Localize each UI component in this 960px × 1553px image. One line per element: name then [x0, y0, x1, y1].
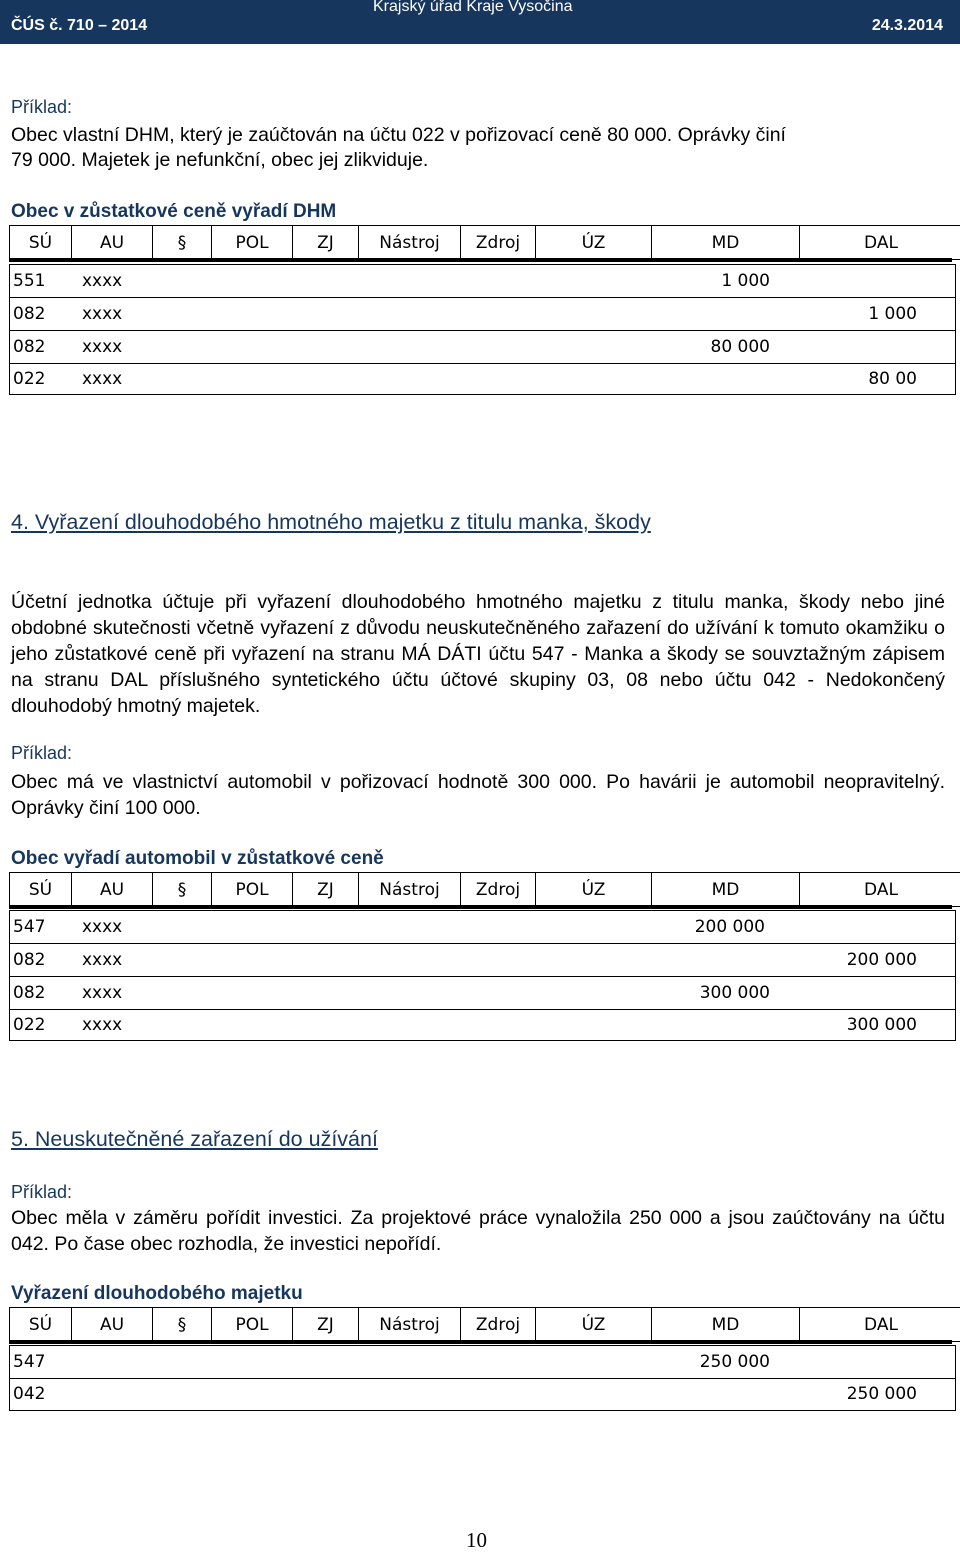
header-divider: [9, 905, 952, 909]
example-label: Příklad:: [11, 1182, 73, 1202]
col-uz: ÚZ: [536, 226, 652, 260]
column-header-table: [9, 1307, 960, 1342]
example-label: Příklad:: [11, 97, 73, 117]
posting-table: [9, 1345, 956, 1411]
col-su: SÚ: [10, 226, 72, 260]
col-uz: ÚZ: [536, 873, 652, 907]
page-number: 10: [466, 1528, 487, 1552]
table-title: Obec v zůstatkové ceně vyřadí DHM: [11, 201, 337, 222]
col-paragraph: §: [153, 226, 212, 260]
col-zj: ZJ: [293, 226, 359, 260]
col-dal: DAL: [800, 226, 960, 260]
col-au: AU: [72, 1308, 153, 1342]
col-zdroj: Zdroj: [461, 873, 536, 907]
table-row: 082 xxxx 80 000: [10, 330, 955, 364]
posting-table: [9, 264, 956, 395]
section-heading: 4. Vyřazení dlouhodobého hmotného majetku z titulu manka, škody: [11, 510, 651, 534]
col-zj: ZJ: [293, 873, 359, 907]
col-md: MD: [652, 1308, 800, 1342]
document-date: 24.3.2014: [871, 17, 943, 34]
col-paragraph: §: [153, 1308, 212, 1342]
example-text: Obec má ve vlastnictví automobil v pořizovací hodnotě 300 000. Po havárii je automobil neopravitelný. Oprávky činí 100 000.: [11, 771, 945, 819]
column-header-table: [9, 225, 960, 260]
col-nastroj: Nástroj: [359, 873, 461, 907]
col-pol: POL: [212, 226, 293, 260]
posting-table: [9, 910, 956, 1041]
table-row: 082 xxxx 300 000: [10, 976, 955, 1010]
col-zdroj: Zdroj: [461, 226, 536, 260]
col-nastroj: Nástroj: [359, 1308, 461, 1342]
col-nastroj: Nástroj: [359, 226, 461, 260]
col-pol: POL: [212, 1308, 293, 1342]
table-row: 547 250 000: [10, 1346, 955, 1379]
example-text-line1: Obec vlastní DHM, který je zaúčtován na účtu 022 v pořizovací ceně 80 000. Oprávky činí: [11, 124, 786, 146]
col-au: AU: [72, 226, 153, 260]
col-md: MD: [652, 226, 800, 260]
table-row: 082 xxxx 200 000: [10, 943, 955, 977]
header-divider: [9, 258, 952, 262]
issuer-name: Krajský úřad Kraje Vysočina: [373, 0, 573, 15]
col-md: MD: [652, 873, 800, 907]
col-uz: ÚZ: [536, 1308, 652, 1342]
table-row: 547 xxxx 200 000: [10, 911, 955, 944]
table-row: 022 xxxx 300 000: [13, 1014, 917, 1035]
header-divider: [9, 1340, 952, 1344]
example-label: Příklad:: [11, 743, 73, 763]
table-row: 042 250 000: [13, 1384, 917, 1404]
example-text: Obec měla v záměru pořídit investici. Za projektové práce vynaložila 250 000 a jsou zaúčtovány na účtu 042. Po čase obec rozhodla, že investici nepořídí.: [11, 1207, 945, 1255]
col-su: SÚ: [10, 873, 72, 907]
col-dal: DAL: [800, 873, 960, 907]
page-header: [0, 0, 960, 44]
example-text-line2: 79 000. Majetek je nefunkční, obec jej zlikviduje.: [11, 149, 429, 171]
col-pol: POL: [212, 873, 293, 907]
table-row: 022 xxxx 80 00: [13, 368, 917, 389]
section-paragraph: Účetní jednotka účtuje při vyřazení dlouhodobého hmotného majetku z titulu manka, škody nebo jiné obdobné skutečnosti včetně vyřazení z důvodu neuskutečněného zařazení do užívání k tomuto okamžiku o jeho zůstatkové ceně při vyřazení na stranu MÁ DÁTI účtu 547 - Manka a škody se souvztažným zápisem na stranu DAL příslušného syntetického účtu účtové skupiny 03, 08 nebo účtu 042 - Nedokončený dlouhodobý hmotný majetek.: [11, 591, 945, 717]
col-su: SÚ: [10, 1308, 72, 1342]
col-au: AU: [72, 873, 153, 907]
table-row: 551 xxxx 1 000: [10, 265, 955, 298]
col-zdroj: Zdroj: [461, 1308, 536, 1342]
column-header-table: [9, 872, 960, 907]
col-zj: ZJ: [293, 1308, 359, 1342]
document-number: ČÚS č. 710 – 2014: [11, 17, 148, 34]
col-paragraph: §: [153, 873, 212, 907]
section-heading: 5. Neuskutečněné zařazení do užívání: [11, 1127, 378, 1151]
col-dal: DAL: [800, 1308, 960, 1342]
table-title: Vyřazení dlouhodobého majetku: [11, 1283, 303, 1304]
table-title: Obec vyřadí automobil v zůstatkové ceně: [11, 848, 384, 869]
table-row: 082 xxxx 1 000: [10, 297, 955, 331]
